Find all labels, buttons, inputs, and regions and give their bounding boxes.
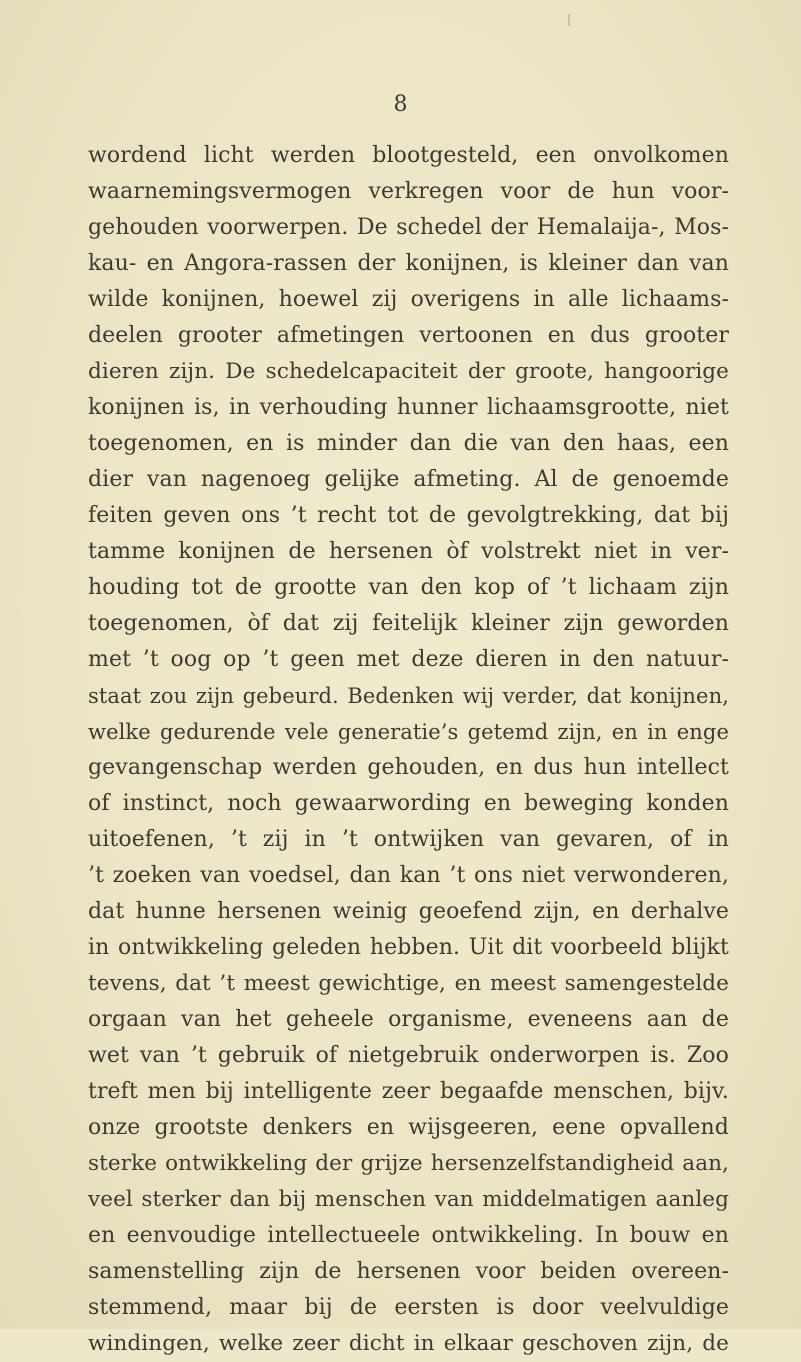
text-line: tevens, dat ’t meest gewichtige, en meest samengestelde (88, 971, 729, 996)
text-line: met ’t oog op ’t geen met deze dieren in den natuur- (88, 647, 729, 672)
text-line: toegenomen, òf dat zij feitelijk kleiner zijn geworden (88, 611, 729, 636)
text-line: windingen, welke zeer dicht in elkaar geschoven zijn, de (88, 1331, 729, 1356)
text-line: en eenvoudige intellectueele ontwikkeling. In bouw en (88, 1223, 729, 1248)
page-number: 8 (393, 92, 408, 117)
text-line: veel sterker dan bij menschen van middelmatigen aanleg (88, 1187, 729, 1212)
text-line: tamme konijnen de hersenen òf volstrekt niet in ver- (88, 539, 729, 564)
text-line: samenstelling zijn de hersenen voor beiden overeen- (88, 1259, 729, 1284)
text-line: orgaan van het geheele organisme, eveneens aan de (88, 1007, 729, 1032)
text-line: houding tot de grootte van den kop of ’t lichaam zijn (88, 575, 729, 600)
text-line: staat zou zijn gebeurd. Bedenken wij verder, dat konijnen, (88, 684, 729, 708)
text-line: uitoefenen, ’t zij in ’t ontwijken van gevaren, of in (88, 827, 729, 852)
text-line: waarnemingsvermogen verkregen voor de hun voor- (88, 179, 729, 204)
text-line: welke gedurende vele generatie’s getemd zijn, en in enge (88, 720, 729, 744)
text-line: deelen grooter afmetingen vertoonen en dus grooter (88, 323, 729, 348)
text-line: in ontwikkeling geleden hebben. Uit dit voorbeeld blijkt (88, 935, 729, 960)
text-line: gehouden voorwerpen. De schedel der Hemalaija-, Mos- (88, 215, 729, 240)
paper-speck (568, 14, 570, 26)
body-text (88, 138, 729, 1362)
text-line: gevangenschap werden gehouden, en dus hun intellect (88, 755, 729, 780)
text-line: dieren zijn. De schedelcapaciteit der groote, hangoorige (88, 359, 729, 384)
text-line: konijnen is, in verhouding hunner lichaamsgrootte, niet (88, 395, 729, 420)
text-line: stemmend, maar bij de eersten is door veelvuldige (88, 1295, 729, 1320)
text-line: toegenomen, en is minder dan die van den haas, een (88, 431, 729, 456)
text-line: wet van ’t gebruik of nietgebruik onderworpen is. Zoo (88, 1043, 729, 1068)
text-line: wordend licht werden blootgesteld, een onvolkomen (88, 143, 729, 168)
text-line: of instinct, noch gewaarwording en beweging konden (88, 791, 729, 816)
text-line: onze grootste denkers en wijsgeeren, eene opvallend (88, 1115, 729, 1140)
text-line: dier van nagenoeg gelijke afmeting. Al de genoemde (88, 467, 729, 492)
text-line: kau- en Angora-rassen der konijnen, is kleiner dan van (88, 251, 729, 276)
text-line: dat hunne hersenen weinig geoefend zijn, en derhalve (88, 899, 729, 924)
text-line: ’t zoeken van voedsel, dan kan ’t ons niet verwonderen, (88, 863, 729, 888)
text-line: sterke ontwikkeling der grijze hersenzelfstandigheid aan, (88, 1151, 729, 1176)
text-line: wilde konijnen, hoewel zij overigens in alle lichaams- (88, 287, 729, 312)
text-line: treft men bij intelligente zeer begaafde menschen, bijv. (88, 1079, 729, 1104)
text-line: feiten geven ons ’t recht tot de gevolgtrekking, dat bij (88, 503, 729, 528)
